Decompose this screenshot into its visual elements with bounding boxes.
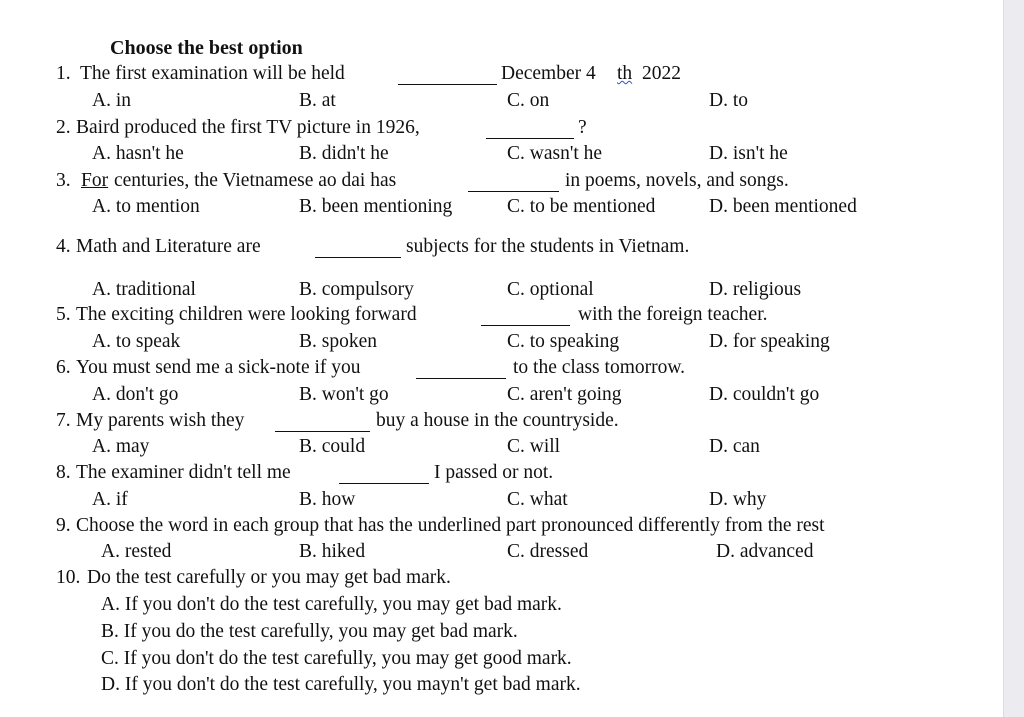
option-d[interactable]: D. isn't he: [709, 143, 788, 164]
option-d[interactable]: D. advanced: [716, 541, 814, 562]
question-number: 10.: [56, 567, 81, 588]
option-b[interactable]: B. at: [299, 90, 336, 111]
option-d[interactable]: D. can: [709, 436, 760, 457]
option-a[interactable]: A. don't go: [92, 384, 179, 405]
option-b[interactable]: B. hiked: [299, 541, 366, 562]
answer-blank[interactable]: [416, 378, 506, 379]
question-text: Do the test carefully or you may get bad mark.: [87, 567, 451, 588]
option-a[interactable]: A. to speak: [92, 331, 181, 352]
option-b[interactable]: B. could: [299, 436, 366, 457]
option-a[interactable]: A. in: [92, 90, 131, 111]
option-c[interactable]: C. on: [507, 90, 550, 111]
option-c[interactable]: C. to speaking: [507, 331, 620, 352]
option-a[interactable]: A. hasn't he: [92, 143, 184, 164]
question-text: 2022: [642, 63, 681, 84]
question-text: ?: [578, 117, 587, 138]
option-a[interactable]: A. rested: [101, 541, 172, 562]
question-text: You must send me a sick-note if you: [76, 357, 361, 378]
question-text: th: [617, 63, 633, 84]
question-number: 2.: [56, 117, 71, 138]
question-text: The first examination will be held: [80, 63, 345, 84]
option-c[interactable]: C. will: [507, 436, 561, 457]
question-text: in poems, novels, and songs.: [565, 170, 789, 191]
question-text: The examiner didn't tell me: [76, 462, 291, 483]
question-text: subjects for the students in Vietnam.: [406, 236, 690, 257]
option-d[interactable]: D. couldn't go: [709, 384, 820, 405]
question-text: My parents wish they: [76, 410, 245, 431]
option-d[interactable]: D. for speaking: [709, 331, 830, 352]
question-text: December 4: [501, 63, 596, 84]
question-number: 8.: [56, 462, 71, 483]
question-number: 1.: [56, 63, 71, 84]
question-text: buy a house in the countryside.: [376, 410, 619, 431]
question-text: The exciting children were looking forward: [76, 304, 417, 325]
question-text: to the class tomorrow.: [513, 357, 686, 378]
question-text: I passed or not.: [434, 462, 554, 483]
question-text: with the foreign teacher.: [578, 304, 768, 325]
question-text: Baird produced the first TV picture in 1926,: [76, 117, 420, 138]
option-d[interactable]: D. If you don't do the test carefully, you mayn't get bad mark.: [101, 674, 581, 695]
option-d[interactable]: D. been mentioned: [709, 196, 857, 217]
option-c[interactable]: C. aren't going: [507, 384, 622, 405]
answer-blank[interactable]: [481, 325, 570, 326]
option-b[interactable]: B. been mentioning: [299, 196, 453, 217]
question-text: Choose the word in each group that has the underlined part pronounced differently from the rest: [76, 515, 825, 536]
option-c[interactable]: C. dressed: [507, 541, 589, 562]
option-b[interactable]: B. If you do the test carefully, you may get bad mark.: [101, 621, 518, 642]
vertical-scrollbar[interactable]: [1003, 0, 1024, 717]
question-text: For: [81, 170, 109, 191]
option-b[interactable]: B. how: [299, 489, 356, 510]
question-number: 6.: [56, 357, 71, 378]
answer-blank[interactable]: [275, 431, 370, 432]
question-number: 9.: [56, 515, 71, 536]
answer-blank[interactable]: [315, 257, 401, 258]
option-d[interactable]: D. religious: [709, 279, 802, 300]
option-a[interactable]: A. If you don't do the test carefully, you may get bad mark.: [101, 594, 562, 615]
option-a[interactable]: A. if: [92, 489, 128, 510]
option-b[interactable]: B. didn't he: [299, 143, 389, 164]
answer-blank[interactable]: [398, 84, 497, 85]
option-a[interactable]: A. traditional: [92, 279, 196, 300]
worksheet-title: Choose the best option: [110, 37, 303, 59]
option-b[interactable]: B. compulsory: [299, 279, 414, 300]
option-c[interactable]: C. optional: [507, 279, 594, 300]
option-c[interactable]: C. If you don't do the test carefully, you may get good mark.: [101, 648, 572, 669]
answer-blank[interactable]: [486, 138, 574, 139]
option-d[interactable]: D. to: [709, 90, 748, 111]
option-c[interactable]: C. wasn't he: [507, 143, 603, 164]
option-b[interactable]: B. spoken: [299, 331, 377, 352]
option-c[interactable]: C. what: [507, 489, 568, 510]
question-text: centuries, the Vietnamese ao dai has: [114, 170, 397, 191]
question-number: 5.: [56, 304, 71, 325]
question-number: 3.: [56, 170, 71, 191]
answer-blank[interactable]: [468, 191, 559, 192]
question-number: 7.: [56, 410, 71, 431]
option-c[interactable]: C. to be mentioned: [507, 196, 656, 217]
option-b[interactable]: B. won't go: [299, 384, 389, 405]
answer-blank[interactable]: [339, 483, 429, 484]
option-a[interactable]: A. may: [92, 436, 150, 457]
question-number: 4.: [56, 236, 71, 257]
option-a[interactable]: A. to mention: [92, 196, 200, 217]
question-text: Math and Literature are: [76, 236, 261, 257]
option-d[interactable]: D. why: [709, 489, 767, 510]
